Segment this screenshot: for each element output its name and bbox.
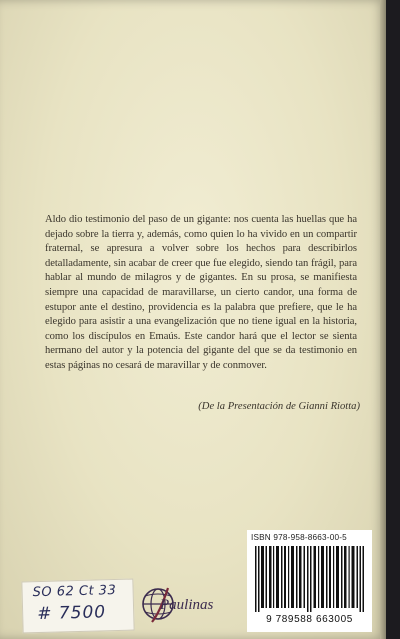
cover-edge [380, 0, 386, 639]
barcode-label [247, 530, 372, 632]
isbn-text: ISBN 978-958-8663-00-5 [251, 533, 347, 542]
blurb-paragraph: Aldo dio testimonio del paso de un gigante: nos cuenta las huellas que ha dejado sobre la tierra y, además, como quien lo ha vivido en un compartir fraternal, se apresura a volver sobre los hechos para describirlos detalladamente, sin acabar de creer que fue elegido, siendo tan frágil, para hablar al mundo de milagros y de gigantes. En su prosa, se manifiesta siempre una capacidad de maravillarse, un cierto candor, una forma de estupor ante el destino, providencia es la palabra que prefiere, que le ha elegido para asistir a una evangelización que no tiene igual en la historia, como los discípulos en Emaús. Este candor hará que el lector se sienta hermano del autor y la potencia del gigante del que se da testimonio en estas páginas no cesará de maravillar y de conmover. [45, 214, 357, 371]
barcode-digits: 9 789588 663005 [266, 614, 353, 625]
blurb-attribution: (De la Presentación de Gianni Riotta) [198, 401, 360, 412]
sticker-price: # 7500 [36, 602, 107, 625]
sticker-code: SO 62 Ct 33 [32, 582, 117, 601]
publisher-name: Paulinas [160, 597, 214, 613]
publisher-logo [138, 582, 248, 632]
barcode-bars-icon [255, 546, 365, 612]
blurb-text-block [45, 213, 357, 374]
handwritten-price-sticker [21, 579, 134, 634]
